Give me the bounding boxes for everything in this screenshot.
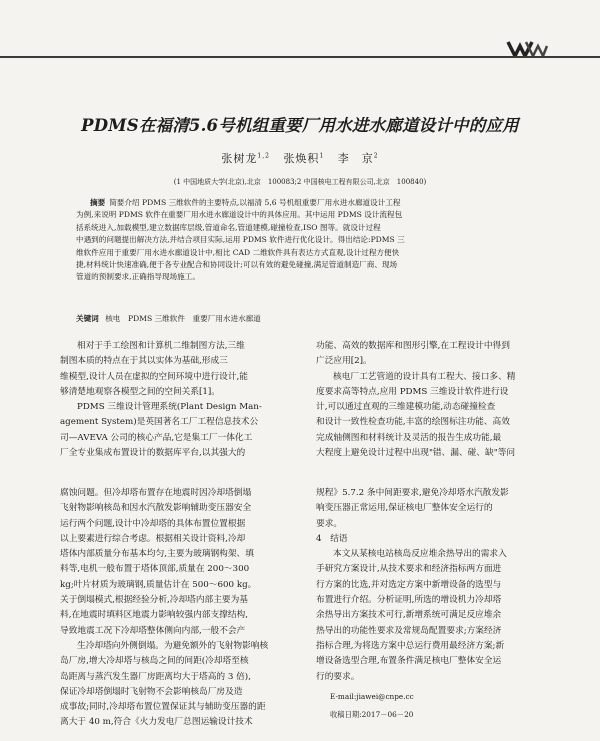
- text-line: 离大于 40 m,符合《火力发电厂总图运输设计技术: [60, 717, 253, 728]
- text-line: 完成轴侧图和材料统计及灵活的报告生成功能,最: [316, 432, 502, 443]
- abstract-text: 中遇到的问题提出解决方法,并结合项目实际,运用 PDMS 软件进行优化设计。得出结论:PDMS 三: [76, 235, 405, 245]
- text-line: 导致地震工况下冷却塔整体侧向内部,一般不会产: [60, 625, 246, 636]
- text-line: 岛厂房,增大冷却塔与核岛之间的间距(冷却塔至核: [60, 656, 249, 667]
- text-line: 4 结语: [316, 533, 348, 544]
- author-name: 张焕积: [283, 152, 320, 165]
- abstract-line: [76, 209, 536, 221]
- header-rule: [0, 56, 600, 58]
- text-line: 指标合理,为将选方案中总运行费用最经济方案;新: [316, 640, 505, 651]
- text-line: 度要求高等特点,应用 PDMS 三维设计软件进行设: [316, 386, 509, 397]
- abstract-text: 为例,来说明 PDMS 软件在重要厂用水进水廊道设计中的具体应用。其中运用 PDMS 设计流程包: [76, 210, 403, 220]
- keywords-label: 关键词: [76, 314, 99, 323]
- text-line: 生冷却塔向外侧倒塌。为避免额外的飞射物影响核: [77, 640, 269, 651]
- abstract-line: [76, 259, 536, 271]
- text-line: 要求。: [316, 518, 343, 529]
- abstract-line: [76, 271, 536, 283]
- text-line: 维模型,设计人员在虚拟的空间环境中进行设计,能: [60, 371, 248, 382]
- abstract-text: 维软件应用于重要厂用水进水廊道设计中,相比 CAD 二维软件具有表达方式直观,设计过程方便快: [76, 247, 400, 257]
- abstract-text: 括系统进入,加载模型,建立数据库层级,管道命名,管道建模,碰撞检查,ISO 图等。就设计过程: [76, 222, 381, 232]
- text-line: PDMS 三维设计管理系统(Plant Design Man-: [77, 402, 262, 413]
- text-line: kg;叶片材质为玻璃钢,质量估计在 500～600 kg。: [60, 579, 257, 590]
- text-line: 制图本质的特点在于其以实体为基础,形成三: [60, 356, 228, 367]
- text-line: 料,在地震时填料区地震力影响较强内部支撑结构,: [60, 610, 248, 621]
- abstract-line: [76, 222, 536, 234]
- abstract-line: [76, 197, 536, 209]
- footnote: [330, 688, 530, 724]
- abstract-text: 捷,材料统计快速准确,便于各专业配合和协同设计;可以有效的避免碰撞,满足管道制造厂商、现场: [76, 259, 398, 269]
- body-column-left-bottom: [60, 486, 312, 731]
- keywords-text: 核电 PDMS 三维软件 重要厂用水进水廊道: [105, 314, 261, 323]
- author-name: 李 京: [337, 152, 374, 165]
- text-line: 料等,电机一般布置于塔体顶部,质量在 200～300: [60, 564, 250, 575]
- text-line: 飞射物影响核岛和因水汽散发影响辅助变压器安全: [60, 503, 252, 514]
- text-line: 行方案的比选,并对选定方案中新增设备的选型与: [316, 579, 502, 590]
- paper-title: PDMS在福清5.6号机组重要厂用水进水廊道设计中的应用: [81, 116, 519, 135]
- text-line: 司—AVEVA 公司的核心产品,它是集工厂一体化工: [60, 432, 253, 443]
- author-name: 张树龙: [221, 152, 258, 165]
- text-line: 核电厂工艺管道的设计具有工程大、接口多、精: [333, 371, 516, 382]
- text-line: agement System)是英国著名工厂工程信息技术公: [60, 417, 259, 428]
- text-line: 运行两个问题,设计中冷却塔的具体布置位置根据: [60, 518, 246, 529]
- text-line: 布置进行介绍。分析证明,所选的增设机力冷却塔: [316, 595, 502, 606]
- text-line: 相对于手工绘图和计算机二维制图方法,三维: [77, 341, 245, 351]
- author-affil-mark: 1: [319, 152, 325, 160]
- text-line: 功能、高效的数据库和图形引擎,在工程设计中得到: [316, 341, 510, 351]
- text-line: 岛距离与蒸汽发生器厂房距离均大于塔高的 3 倍),: [60, 671, 251, 682]
- abstract-text: 管道的预制要求,正确指导现场施工。: [76, 272, 200, 282]
- abstract-line: [76, 234, 536, 246]
- text-line: 保证冷却塔倒塌时飞射物不会影响核岛厂房及造: [60, 686, 243, 697]
- text-line: 广泛应用[2]。: [316, 356, 372, 367]
- author-affil-mark: 1,2: [257, 152, 270, 160]
- text-line: 增设备选型合理,布置条件满足核电厂整体安全运: [316, 656, 502, 667]
- text-line: 以上要素进行综合考虑。根据相关设计资料,冷却: [60, 533, 246, 544]
- text-line: 塔体内部质量分布基本均匀,主要为玻璃钢构架、填: [60, 549, 254, 560]
- text-line: 关于倒塌模式,根据经验分析,冷却塔内部主要为基: [60, 595, 248, 606]
- body-column-left-top: [60, 339, 312, 461]
- text-line: 余热导出方案技术可行,新增系统可满足反应堆余: [316, 610, 502, 621]
- text-line: 响变压器正常运用,保证核电厂整体安全运行的: [316, 503, 493, 514]
- text-line: 热导出的功能性要求及常规岛配置要求;方案经济: [316, 625, 502, 636]
- text-line: 规程》5.7.2 条中间距要求,避免冷却塔水汽散发影: [316, 488, 509, 498]
- body-column-right-bottom: [316, 486, 568, 685]
- author-list: [30, 150, 570, 166]
- abstract: [76, 197, 536, 284]
- text-line: 行的要求。: [316, 671, 360, 682]
- affiliation: (1 中国地质大学(北京),北京 100083;2 中国核电工程有限公司,北京 100840): [173, 178, 427, 186]
- keywords: [76, 313, 536, 324]
- text-line: 大程度上避免设计过程中出现"错、漏、碰、缺"等问: [316, 448, 516, 459]
- text-line: 手研究方案设计,从技术要求和经济指标两方面进: [316, 564, 502, 575]
- text-line: 成事故;同时,冷却塔布置位置保证其与辅助变压器的距: [60, 702, 266, 713]
- text-line: 计,可以通过直观的三维建模功能,动态碰撞检查: [316, 402, 496, 413]
- abstract-text: 简要介绍 PDMS 三维软件的主要特点,以福清 5,6 号机组重要厂用水进水廊道设计工程: [109, 198, 401, 207]
- text-line: 厂全专业集成布置设计的数据库平台,以其强大的: [60, 448, 246, 459]
- text-line: 够清楚地观察各模型之间的空间关系[1]。: [60, 386, 220, 397]
- abstract-label: 摘要: [90, 198, 106, 207]
- text-line: 本文从某核电站核岛反应堆余热导出的需求入: [333, 549, 507, 560]
- text-line: 腐蚀问题。但冷却塔布置存在地震时因冷却塔倒塌: [60, 488, 252, 498]
- received-date: 收稿日期:2017－06－20: [330, 710, 414, 719]
- text-line: 和设计一致性检查功能,丰富的绘图标注功能、高效: [316, 417, 510, 428]
- author-email: E-mail:jiawei@cnpe.cc: [330, 692, 414, 701]
- author-affil-mark: 2: [373, 152, 379, 160]
- body-column-right-top: [316, 339, 568, 461]
- abstract-line: [76, 247, 536, 259]
